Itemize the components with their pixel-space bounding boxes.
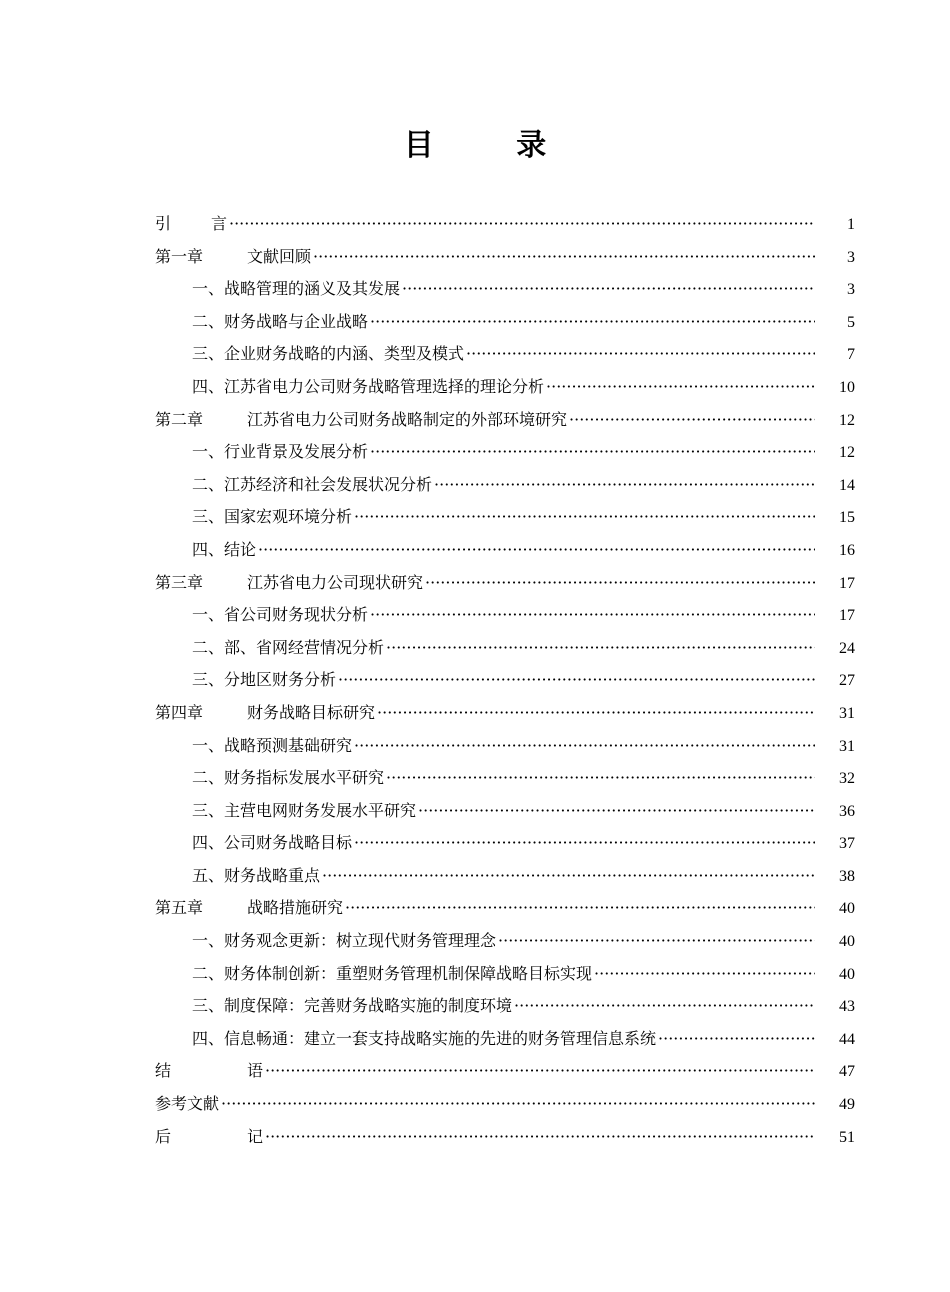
toc-page-number: 27 — [839, 672, 855, 690]
toc-entry-label: 二、江苏经济和社会发展状况分析 — [192, 474, 433, 494]
chapter-title: 战略措施研究 — [247, 898, 344, 918]
toc-page-number: 3 — [847, 281, 855, 299]
toc-page-number: 17 — [839, 607, 855, 625]
toc-entry[interactable] — [155, 273, 855, 306]
dot-leader — [265, 1121, 815, 1154]
toc-entry-label: 一、战略管理的涵义及其发展 — [192, 279, 401, 299]
toc-page-number: 24 — [839, 639, 855, 657]
toc-page-number: 14 — [839, 476, 855, 494]
dot-leader — [569, 404, 815, 437]
toc-entry-label — [155, 1055, 263, 1088]
dot-leader — [386, 632, 815, 665]
toc-page-number: 1 — [847, 216, 855, 233]
toc-entry-label — [155, 208, 227, 241]
toc-entry-label — [155, 567, 423, 600]
toc-entry[interactable] — [155, 469, 855, 502]
toc-entry[interactable] — [155, 501, 855, 534]
dot-leader — [322, 860, 815, 893]
toc-entry[interactable] — [155, 599, 855, 632]
toc-entry[interactable] — [155, 762, 855, 795]
toc-entry-label — [155, 241, 311, 274]
toc-entry[interactable] — [155, 1088, 855, 1121]
toc-page-number: 40 — [839, 900, 855, 918]
toc-page-number: 36 — [839, 802, 855, 820]
chapter-number: 第五章 — [155, 898, 204, 918]
toc-entry[interactable] — [155, 241, 855, 274]
chapter-title: 江苏省电力公司现状研究 — [247, 572, 424, 592]
chapter-title: 江苏省电力公司财务战略制定的外部环境研究 — [247, 409, 568, 429]
toc-entry-label — [155, 892, 343, 925]
toc-page-number: 3 — [847, 248, 855, 266]
toc-page-number: 40 — [839, 965, 855, 983]
toc-entry-char: 语 — [246, 1061, 263, 1081]
page-title: 目 录 — [403, 128, 583, 163]
toc-entry-char: 言 — [210, 214, 227, 233]
toc-entry-label: 三、分地区财务分析 — [192, 670, 337, 690]
dot-leader — [229, 208, 815, 241]
dot-leader — [425, 567, 815, 600]
chapter-number: 第一章 — [155, 246, 204, 266]
toc-entry-char: 记 — [246, 1126, 263, 1146]
toc-entry-label: 一、省公司财务现状分析 — [192, 605, 369, 625]
toc-entry[interactable] — [155, 860, 855, 893]
dot-leader — [466, 338, 815, 371]
toc-entry[interactable] — [155, 1055, 855, 1088]
toc-entry[interactable] — [155, 795, 855, 828]
toc-entry-char: 后 — [155, 1126, 172, 1146]
dot-leader — [370, 599, 815, 632]
toc-entry[interactable] — [155, 567, 855, 600]
toc-page-number: 15 — [839, 509, 855, 527]
toc-entry[interactable] — [155, 632, 855, 665]
table-of-contents — [155, 208, 855, 1153]
dot-leader — [594, 958, 815, 991]
toc-page-number: 12 — [839, 444, 855, 462]
toc-page-number: 49 — [839, 1096, 855, 1114]
toc-entry[interactable] — [155, 371, 855, 404]
dot-leader — [386, 762, 815, 795]
toc-entry-label: 四、江苏省电力公司财务战略管理选择的理论分析 — [192, 376, 545, 396]
dot-leader — [354, 501, 815, 534]
toc-page-number: 7 — [847, 346, 855, 364]
dot-leader — [345, 892, 815, 925]
chapter-number: 第四章 — [155, 702, 204, 722]
toc-entry-label: 五、财务战略重点 — [192, 865, 321, 885]
toc-entry[interactable] — [155, 1121, 855, 1154]
chapter-number: 第二章 — [155, 409, 204, 429]
dot-leader — [354, 730, 815, 763]
toc-entry[interactable] — [155, 990, 855, 1023]
toc-entry-label: 一、战略预测基础研究 — [192, 735, 353, 755]
toc-page-number: 31 — [839, 704, 855, 722]
toc-entry[interactable] — [155, 892, 855, 925]
toc-entry-label: 三、国家宏观环境分析 — [192, 507, 353, 527]
dot-leader — [338, 664, 815, 697]
toc-entry[interactable] — [155, 436, 855, 469]
toc-page-number: 38 — [839, 867, 855, 885]
dot-leader — [370, 306, 815, 339]
toc-entry[interactable] — [155, 208, 855, 241]
toc-entry[interactable] — [155, 697, 855, 730]
chapter-title: 文献回顾 — [247, 246, 312, 266]
toc-entry-label: 四、结论 — [192, 539, 257, 559]
toc-entry[interactable] — [155, 404, 855, 437]
toc-entry-label: 二、财务体制创新：重塑财务管理机制保障战略目标实现 — [192, 963, 593, 983]
dot-leader — [265, 1055, 815, 1088]
toc-entry-label: 三、企业财务战略的内涵、类型及模式 — [192, 344, 465, 364]
toc-entry-label: 四、公司财务战略目标 — [192, 833, 353, 853]
chapter-number: 第三章 — [155, 572, 204, 592]
toc-entry-label: 二、部、省网经营情况分析 — [192, 637, 385, 657]
toc-entry-label: 二、财务指标发展水平研究 — [192, 768, 385, 788]
toc-page-number: 5 — [847, 313, 855, 331]
toc-entry[interactable] — [155, 1023, 855, 1056]
toc-entry-label: 四、信息畅通：建立一套支持战略实施的先进的财务管理信息系统 — [192, 1028, 657, 1048]
toc-entry[interactable] — [155, 827, 855, 860]
dot-leader — [313, 241, 815, 274]
toc-page-number: 10 — [839, 378, 855, 396]
toc-entry[interactable] — [155, 664, 855, 697]
toc-entry-label: 二、财务战略与企业战略 — [192, 311, 369, 331]
toc-page-number: 44 — [839, 1030, 855, 1048]
toc-entry[interactable] — [155, 338, 855, 371]
dot-leader — [658, 1023, 815, 1056]
dot-leader — [514, 990, 815, 1023]
toc-page-number: 17 — [839, 574, 855, 592]
toc-entry[interactable] — [155, 534, 855, 567]
dot-leader — [498, 925, 815, 958]
dot-leader — [377, 697, 815, 730]
dot-leader — [402, 273, 815, 306]
toc-entry-label: 三、主营电网财务发展水平研究 — [192, 800, 417, 820]
dot-leader — [418, 795, 815, 828]
toc-page-number: 40 — [839, 933, 855, 951]
dot-leader — [546, 371, 815, 404]
toc-entry-label: 一、财务观念更新：树立现代财务管理理念 — [192, 931, 497, 951]
toc-entry-char: 引 — [155, 214, 172, 233]
toc-page-number: 16 — [839, 541, 855, 559]
toc-page-number: 12 — [839, 411, 855, 429]
toc-entry-label: 一、行业背景及发展分析 — [192, 442, 369, 462]
toc-entry[interactable] — [155, 306, 855, 339]
toc-entry-label — [155, 404, 567, 437]
toc-page-number: 51 — [839, 1128, 855, 1146]
dot-leader — [434, 469, 815, 502]
dot-leader — [354, 827, 815, 860]
toc-entry-label: 参考文献 — [155, 1094, 220, 1114]
toc-entry-char: 结 — [155, 1061, 172, 1081]
dot-leader — [258, 534, 815, 567]
dot-leader — [370, 436, 815, 469]
toc-page-number: 32 — [839, 770, 855, 788]
toc-entry-label: 三、制度保障：完善财务战略实施的制度环境 — [192, 996, 513, 1016]
dot-leader — [221, 1088, 815, 1121]
toc-page-number: 43 — [839, 998, 855, 1016]
chapter-title: 财务战略目标研究 — [247, 702, 376, 722]
toc-entry-label — [155, 697, 375, 730]
toc-entry[interactable] — [155, 958, 855, 991]
toc-entry-label — [155, 1121, 263, 1154]
toc-entry[interactable] — [155, 925, 855, 958]
toc-page-number: 47 — [839, 1063, 855, 1081]
toc-page-number: 37 — [839, 835, 855, 853]
toc-page-number: 31 — [839, 737, 855, 755]
toc-entry[interactable] — [155, 730, 855, 763]
